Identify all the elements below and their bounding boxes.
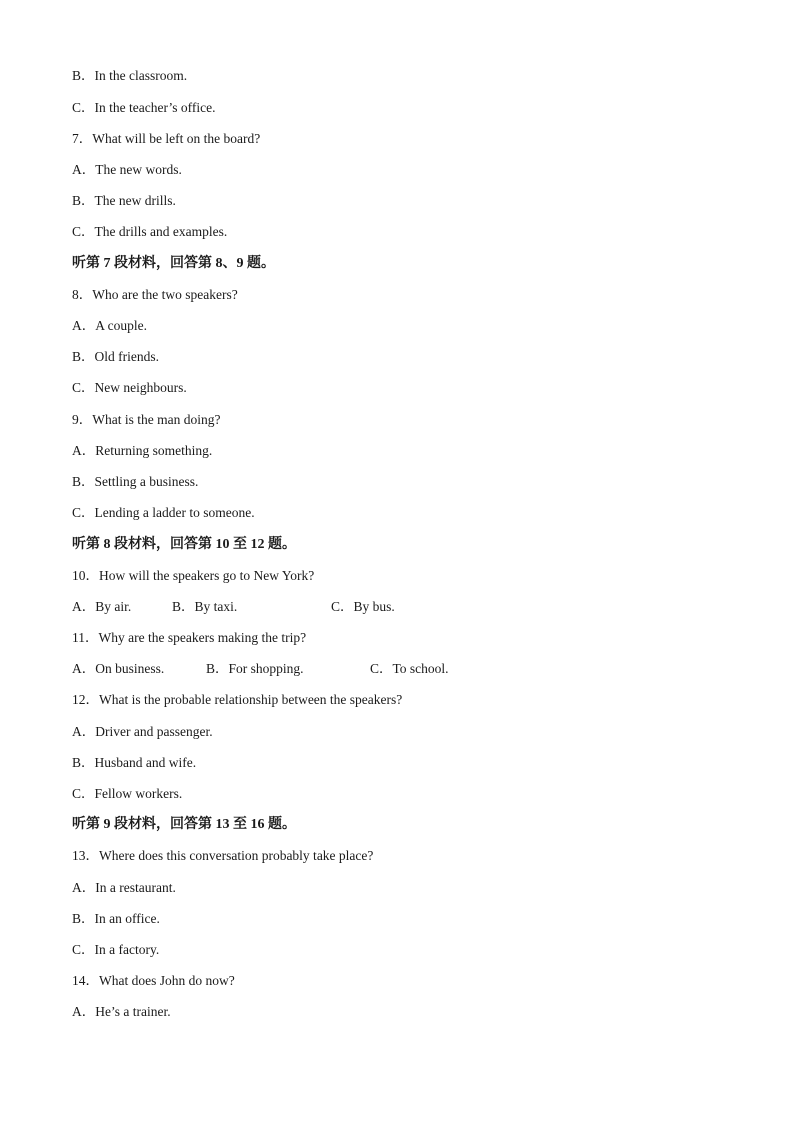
section-heading-8: 听第 8 段材料，回答第 10 至 12 题。 (72, 537, 296, 552)
section-heading-7: 听第 7 段材料，回答第 8、9 题。 (72, 256, 275, 271)
q14-question: 14．What does John do now? (72, 973, 235, 988)
q11-option-a: A．On business. (72, 661, 165, 676)
q9-option-b: B．Settling a business. (72, 474, 199, 489)
q11-option-c: C．To school. (370, 661, 449, 676)
q7-option-b: B．The new drills. (72, 193, 176, 208)
q12-option-a: A．Driver and passenger. (72, 724, 213, 739)
q8-option-a: A．A couple. (72, 318, 147, 333)
q12-option-b: B．Husband and wife. (72, 755, 197, 770)
q8-option-c: C．New neighbours. (72, 380, 187, 395)
q10-option-c: C．By bus. (331, 599, 395, 614)
q10-question: 10．How will the speakers go to New York? (72, 568, 315, 583)
q14-option-a: A．He’s a trainer. (72, 1004, 171, 1019)
q13-question: 13．Where does this conversation probably take place? (72, 848, 374, 863)
q6-option-c: C．In the teacher’s office. (72, 100, 216, 115)
section-heading-9: 听第 9 段材料，回答第 13 至 16 题。 (72, 817, 296, 832)
q8-option-b: B．Old friends. (72, 349, 159, 364)
q10-option-a: A．By air. (72, 599, 132, 614)
q6-option-b: B．In the classroom. (72, 68, 188, 83)
q12-question: 12．What is the probable relationship between the speakers? (72, 692, 403, 707)
q7-option-c: C．The drills and examples. (72, 224, 228, 239)
q11-question: 11．Why are the speakers making the trip? (72, 630, 307, 645)
q10-option-b: B．By taxi. (172, 599, 238, 614)
q11-option-b: B．For shopping. (206, 661, 304, 676)
q9-option-a: A．Returning something. (72, 443, 213, 458)
q11-options (72, 660, 449, 678)
q13-option-c: C．In a factory. (72, 942, 160, 957)
q12-option-c: C．Fellow workers. (72, 786, 183, 801)
q7-option-a: A．The new words. (72, 162, 182, 177)
q7-question: 7．What will be left on the board? (72, 131, 261, 146)
q9-question: 9．What is the man doing? (72, 412, 221, 427)
q13-option-b: B．In an office. (72, 911, 160, 926)
q13-option-a: A．In a restaurant. (72, 880, 176, 895)
q10-options (72, 598, 395, 616)
q8-question: 8．Who are the two speakers? (72, 287, 238, 302)
q9-option-c: C．Lending a ladder to someone. (72, 505, 255, 520)
